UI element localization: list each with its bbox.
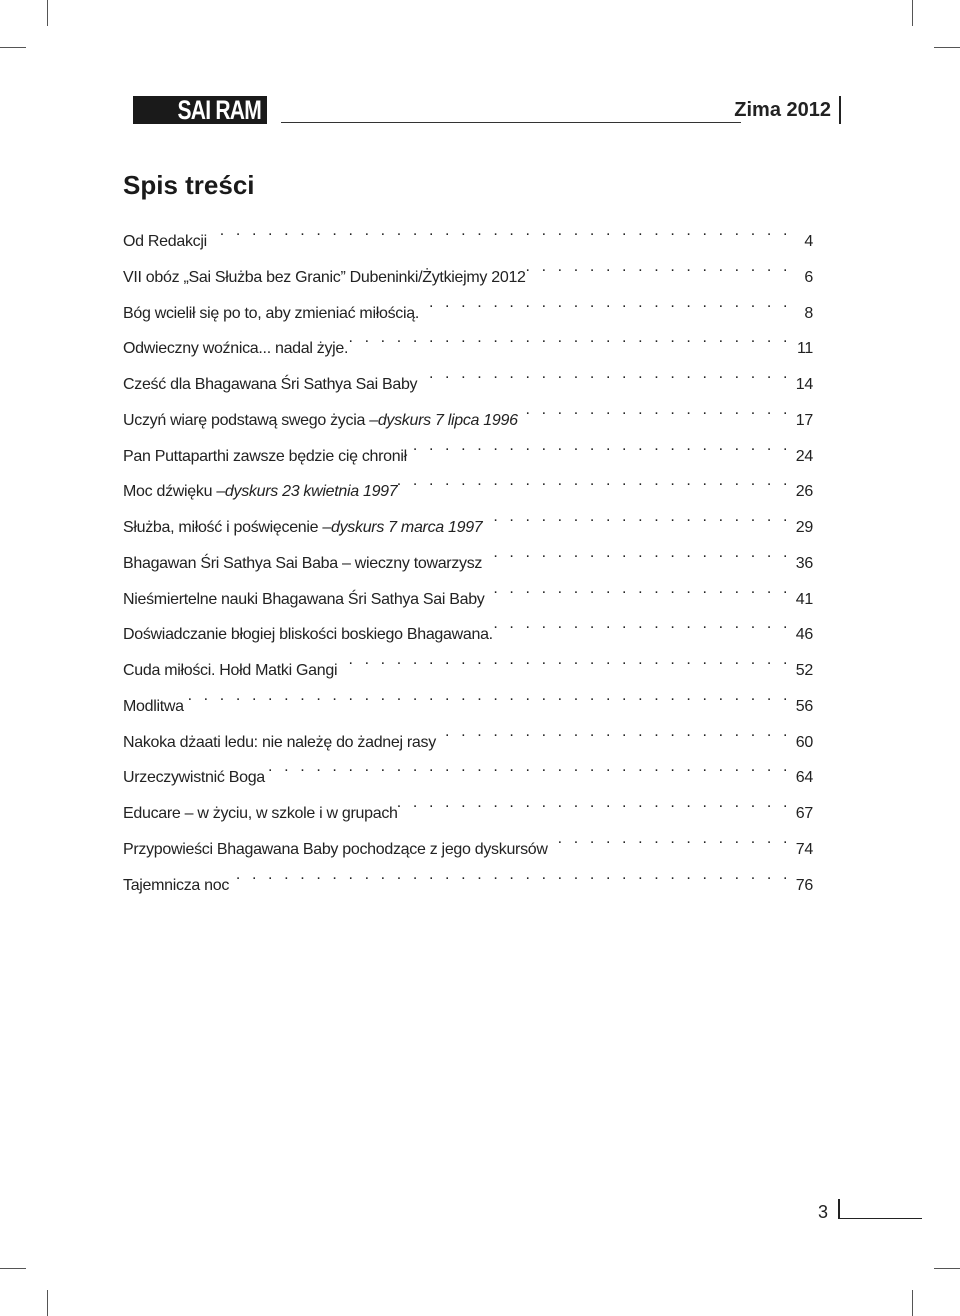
crop-mark-bottom-right — [912, 1290, 913, 1316]
toc-entry[interactable] — [123, 788, 813, 824]
toc-page-number: 36 — [795, 554, 813, 572]
issue-label: Zima 2012 — [734, 99, 831, 121]
toc-page-number: 46 — [795, 626, 813, 644]
toc-leader-dots — [184, 681, 793, 711]
toc-leader-dots — [526, 252, 793, 282]
logo-text: SAI RAM — [177, 95, 261, 125]
toc-entry-title: Doświadczanie błogiej bliskości boskiego Bhagawana. — [123, 626, 493, 644]
toc-entry-title: Cześć dla Bhagawana Śri Sathya Sai Baby — [123, 376, 418, 393]
toc-page-number: 67 — [795, 805, 813, 822]
toc-entry-title: Tajemnicza noc — [123, 876, 230, 894]
toc-entry[interactable] — [123, 252, 813, 288]
footer-bar — [838, 1199, 840, 1219]
crop-mark-left-bottom — [0, 1268, 26, 1269]
toc-leader-dots — [518, 395, 793, 425]
toc-leader-dots — [265, 752, 793, 782]
toc-page-number: 74 — [795, 840, 813, 858]
toc-entry-title: Służba, miłość i poświęcenie – — [123, 519, 331, 536]
toc-page-number: 11 — [796, 340, 813, 358]
toc-page-number: 56 — [795, 697, 813, 715]
page-header — [133, 96, 841, 124]
toc-entry[interactable] — [123, 609, 813, 645]
toc-page-number: 26 — [795, 483, 813, 501]
toc-entry-title: Nieśmiertelne nauki Bhagawana Śri Sathya Sai Baby — [123, 590, 485, 608]
toc-leader-dots — [417, 359, 793, 389]
toc-page-number: 64 — [795, 769, 813, 787]
toc-entry-title: Educare – w życiu, w szkole i w grupach — [123, 805, 398, 822]
toc-page-number: 76 — [795, 876, 813, 894]
toc-title: Spis treści — [123, 170, 255, 200]
toc-page-number: 29 — [795, 519, 813, 536]
toc-page-number: 60 — [795, 733, 813, 751]
toc-entry-title: Moc dźwięku – — [123, 483, 225, 501]
table-of-contents — [123, 216, 813, 895]
toc-entry[interactable] — [123, 466, 813, 502]
toc-leader-dots — [229, 860, 793, 890]
toc-page-number: 17 — [795, 411, 813, 429]
toc-entry-subtitle: dyskurs 7 lipca 1996 — [377, 411, 518, 429]
toc-leader-dots — [482, 502, 793, 532]
toc-leader-dots — [207, 216, 793, 246]
toc-entry[interactable] — [123, 860, 813, 896]
toc-page-number: 41 — [795, 590, 813, 608]
toc-entry[interactable] — [123, 717, 813, 753]
toc-page-number: 4 — [804, 233, 813, 250]
toc-leader-dots — [482, 538, 793, 568]
footer-rule — [840, 1218, 922, 1219]
toc-entry[interactable] — [123, 538, 813, 574]
toc-leader-dots — [436, 717, 793, 747]
toc-leader-dots — [337, 645, 793, 675]
toc-entry[interactable] — [123, 216, 813, 252]
header-rule — [281, 122, 741, 123]
crop-mark-top-right — [912, 0, 913, 26]
toc-entry[interactable] — [123, 359, 813, 395]
toc-entry[interactable] — [123, 323, 813, 359]
toc-page-number: 24 — [795, 447, 813, 465]
crop-mark-left-top — [0, 47, 26, 48]
toc-entry[interactable] — [123, 395, 813, 431]
toc-page-number: 52 — [795, 662, 813, 679]
toc-leader-dots — [493, 609, 793, 639]
toc-entry[interactable] — [123, 574, 813, 610]
toc-entry[interactable] — [123, 502, 813, 538]
header-bar — [839, 96, 841, 124]
toc-entry-title: Bhagawan Śri Sathya Sai Baba – wieczny towarzysz — [123, 554, 483, 572]
toc-entry-title: Modlitwa — [123, 697, 184, 715]
toc-leader-dots — [419, 288, 793, 318]
toc-entry[interactable] — [123, 645, 813, 681]
toc-leader-dots — [348, 323, 793, 353]
page-number: 3 — [818, 1202, 829, 1222]
crop-mark-bottom-left — [47, 1290, 48, 1316]
toc-entry-title: Uczyń wiarę podstawą swego życia – — [123, 411, 378, 429]
crop-mark-right-top — [934, 47, 960, 48]
toc-entry-title: Nakoka dżaati ledu: nie należę do żadnej rasy — [123, 733, 436, 751]
toc-entry[interactable] — [123, 681, 813, 717]
toc-entry-subtitle: dyskurs 23 kwietnia 1997 — [224, 483, 398, 501]
toc-entry-title: VII obóz „Sai Służba bez Granic” Dubeninki/Żytkiejmy 2012 — [123, 268, 526, 286]
toc-entry-title: Odwieczny woźnica... nadal żyje. — [123, 340, 349, 358]
toc-page-number: 14 — [795, 376, 813, 393]
toc-entry-title: Urzeczywistnić Boga — [123, 769, 265, 787]
crop-mark-top-left — [47, 0, 48, 26]
toc-page-number: 6 — [804, 268, 813, 286]
toc-entry-title: Pan Puttaparthi zawsze będzie cię chronił — [123, 447, 407, 465]
toc-page-number: 8 — [804, 304, 813, 322]
toc-leader-dots — [485, 574, 793, 604]
toc-entry-title: Bóg wcielił się po to, aby zmieniać miłością. — [123, 304, 419, 322]
toc-entry[interactable] — [123, 431, 813, 467]
toc-entry-title: Przypowieści Bhagawana Baby pochodzące z jego dyskursów — [123, 840, 548, 858]
toc-entry[interactable] — [123, 824, 813, 860]
crop-mark-right-bottom — [934, 1268, 960, 1269]
toc-leader-dots — [407, 431, 793, 461]
toc-leader-dots — [397, 466, 793, 496]
toc-entry-subtitle: dyskurs 7 marca 1997 — [331, 519, 483, 536]
toc-entry[interactable] — [123, 752, 813, 788]
toc-entry[interactable] — [123, 288, 813, 324]
toc-entry-title: Cuda miłości. Hołd Matki Gangi — [123, 662, 338, 679]
magazine-logo — [133, 96, 267, 124]
toc-leader-dots — [398, 788, 793, 818]
toc-entry-title: Od Redakcji — [123, 233, 207, 250]
toc-leader-dots — [548, 824, 793, 854]
